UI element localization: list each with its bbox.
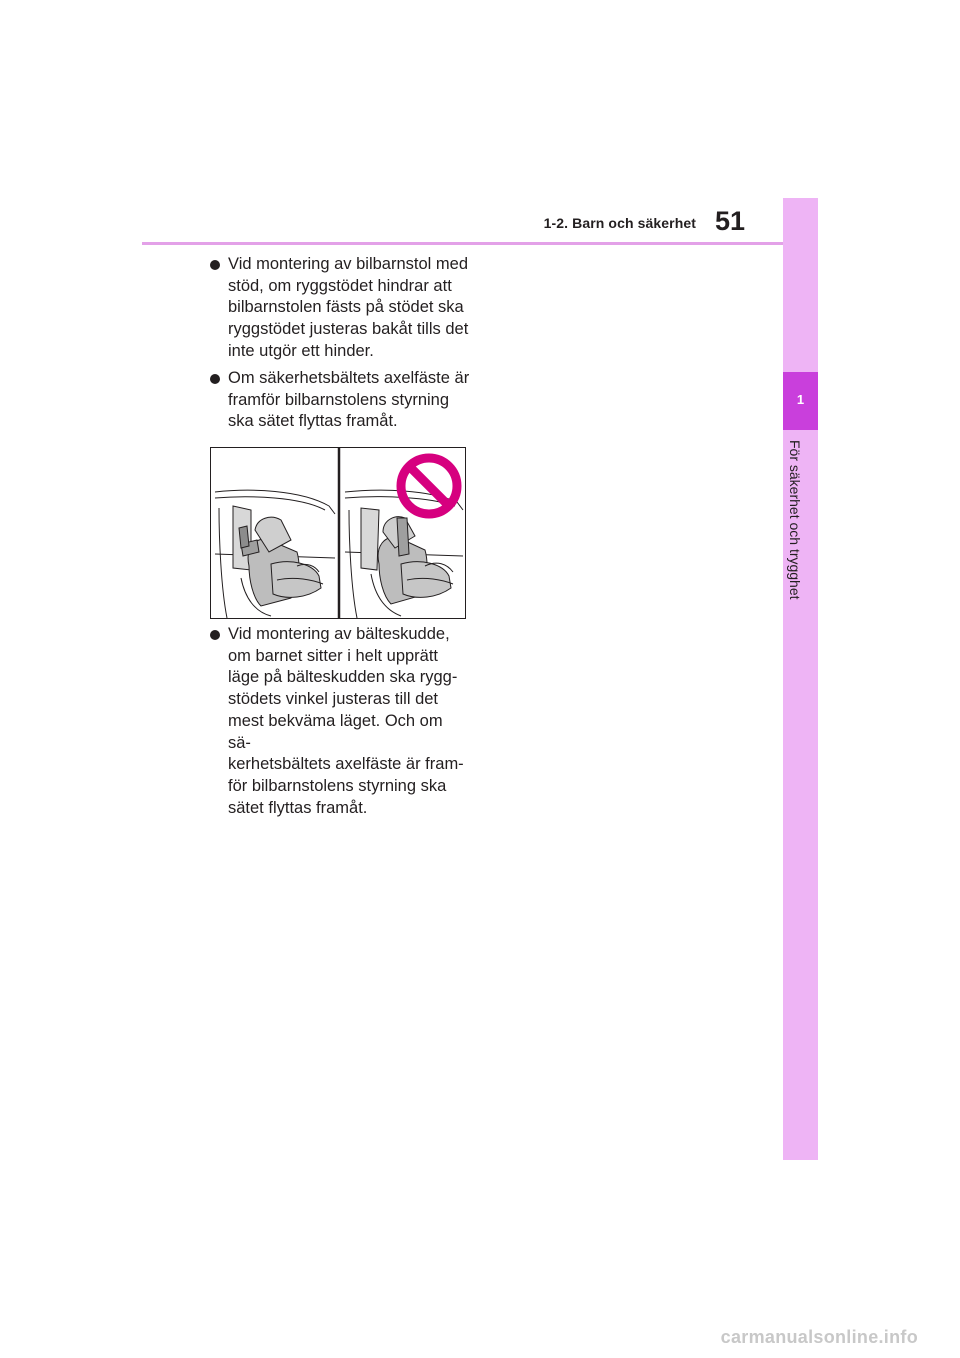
bullet-text: Vid montering av bälteskudde, om barnet sitter i helt upprätt läge på bälteskudden ska rygg- stödets vinkel justeras till det mest bekväma läget. Och om sä- kerhetsbältets axelfäste är fram- för bilbarnstolens styrning ska sätet flyttas framåt.	[228, 625, 464, 817]
bullet-item	[210, 624, 470, 819]
chapter-side-tab	[783, 198, 818, 1160]
child-seat-illustration	[210, 447, 466, 619]
child-seat-drawing	[211, 448, 465, 618]
correct-example-panel	[215, 490, 335, 618]
bullet-dot-icon	[210, 374, 220, 384]
bullet-item	[210, 254, 470, 363]
page-number: 51	[715, 206, 746, 236]
bullet-item	[210, 368, 470, 433]
header-divider	[142, 242, 783, 245]
watermark: carmanualsonline.info	[720, 1327, 918, 1347]
bullet-text: Om säkerhetsbältets axelfäste är framför bilbarnstolens styrning ska sätet flyttas framåt.	[228, 369, 470, 431]
prohibition-icon	[401, 458, 457, 514]
chapter-number: 1	[796, 392, 805, 407]
bullet-dot-icon	[210, 630, 220, 640]
chapter-title: För säkerhet och trygghet	[787, 440, 803, 600]
bullet-text: Vid montering av bilbarnstol med stöd, om ryggstödet hindrar att bilbarnstolen fästs på stödet ska ryggstödet justeras bakåt tills det inte utgör ett hinder.	[228, 255, 469, 360]
bullet-dot-icon	[210, 260, 220, 270]
section-title: 1-2. Barn och säkerhet	[543, 215, 696, 231]
